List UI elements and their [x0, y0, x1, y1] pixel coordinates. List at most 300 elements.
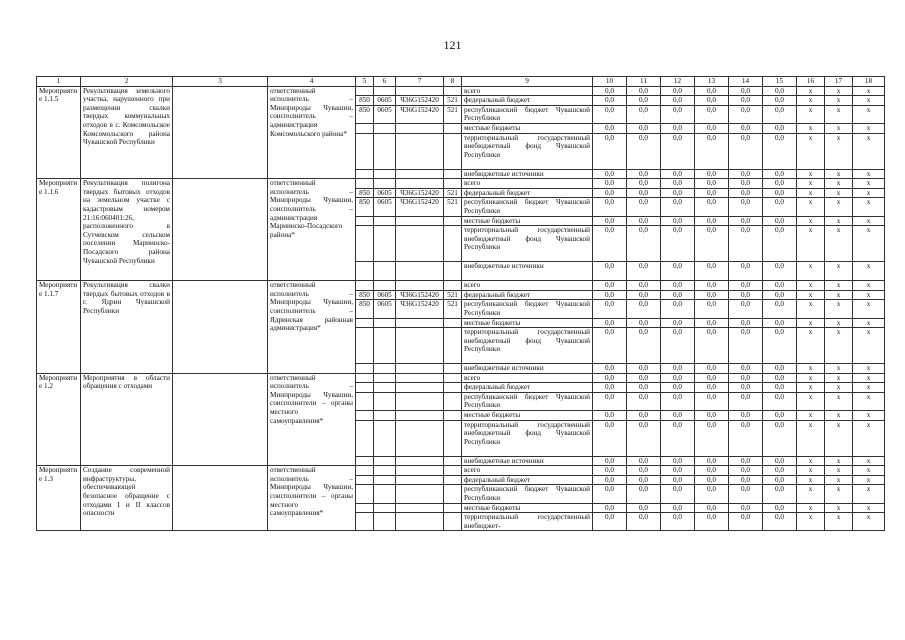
amount-value: 0,0 [763, 86, 797, 96]
empty-cell [444, 411, 462, 421]
amount-value: 0,0 [695, 281, 729, 291]
budget-code: 521 [444, 290, 462, 300]
amount-value: x [797, 411, 825, 421]
amount-value: 0,0 [593, 466, 627, 476]
amount-value: 0,0 [627, 420, 661, 456]
amount-value: 0,0 [627, 411, 661, 421]
measure-number: Мероприятие 1.1.5 [37, 86, 81, 179]
amount-value: x [825, 373, 853, 383]
empty-cell [356, 513, 374, 531]
empty-cell [374, 216, 396, 226]
funding-source: местные бюджеты [462, 318, 593, 328]
measure-number: Мероприятие 1.1.7 [37, 281, 81, 374]
empty-cell [374, 485, 396, 503]
amount-value: 0,0 [763, 503, 797, 513]
amount-value: 0,0 [661, 420, 695, 456]
empty-cell [374, 328, 396, 364]
amount-value: x [825, 328, 853, 364]
amount-value: 0,0 [763, 226, 797, 262]
amount-value: 0,0 [661, 475, 695, 485]
amount-value: x [825, 198, 853, 216]
amount-value: 0,0 [729, 328, 763, 364]
funding-source: федеральный бюджет [462, 188, 593, 198]
amount-value: x [797, 503, 825, 513]
amount-value: 0,0 [627, 456, 661, 466]
amount-value: x [853, 96, 885, 106]
amount-value: 0,0 [593, 300, 627, 318]
empty-cell [396, 318, 444, 328]
empty-cell [356, 392, 374, 410]
amount-value: 0,0 [763, 216, 797, 226]
amount-value: x [797, 188, 825, 198]
empty-cell [356, 318, 374, 328]
executor: ответственный исполнитель – Минприроды Чувашии, соисполнитель – администрация Комсомольского района* [268, 86, 356, 179]
empty-cell [374, 513, 396, 531]
empty-cell [444, 281, 462, 291]
amount-value: x [797, 373, 825, 383]
amount-value: x [853, 216, 885, 226]
amount-value: x [825, 169, 853, 179]
amount-value: x [853, 198, 885, 216]
amount-value: 0,0 [763, 383, 797, 393]
empty-cell [374, 123, 396, 133]
empty-cell [444, 262, 462, 281]
amount-value: 0,0 [593, 373, 627, 383]
amount-value: x [825, 179, 853, 189]
amount-value: x [797, 226, 825, 262]
amount-value: 0,0 [695, 364, 729, 374]
empty-cell [374, 133, 396, 169]
measure-title: Рекультивация полигона твердых бытовых отходов на земельном участке с кадастровым номером 21:16:060401:26, расположенного в Сутчевском сельском поселении Мариинско-Посадского района Чувашской Республики [81, 179, 173, 281]
amount-value: 0,0 [729, 262, 763, 281]
amount-value: 0,0 [729, 364, 763, 374]
amount-value: 0,0 [661, 300, 695, 318]
empty-cell [444, 216, 462, 226]
column-number: 1 [37, 77, 81, 87]
empty-cell [396, 226, 444, 262]
amount-value: x [797, 133, 825, 169]
budget-code: 850 [356, 105, 374, 123]
column-number: 8 [444, 77, 462, 87]
amount-value: 0,0 [627, 262, 661, 281]
amount-value: 0,0 [695, 169, 729, 179]
executor: ответственный исполнитель – Минприроды Чувашии, соисполнитель – администрация Мариинско-Посадского района* [268, 179, 356, 281]
amount-value: 0,0 [729, 169, 763, 179]
amount-value: 0,0 [661, 179, 695, 189]
funding-source: федеральный бюджет [462, 383, 593, 393]
empty-cell [444, 328, 462, 364]
amount-value: 0,0 [593, 420, 627, 456]
amount-value: 0,0 [729, 373, 763, 383]
amount-value: 0,0 [763, 96, 797, 106]
amount-value: 0,0 [729, 133, 763, 169]
amount-value: 0,0 [593, 513, 627, 531]
empty-cell [173, 281, 268, 374]
amount-value: 0,0 [627, 179, 661, 189]
column-number: 13 [695, 77, 729, 87]
amount-value: 0,0 [763, 105, 797, 123]
amount-value: 0,0 [593, 485, 627, 503]
column-number: 10 [593, 77, 627, 87]
amount-value: x [797, 86, 825, 96]
amount-value: 0,0 [729, 123, 763, 133]
amount-value: 0,0 [695, 466, 729, 476]
amount-value: 0,0 [729, 281, 763, 291]
amount-value: x [797, 216, 825, 226]
empty-cell [374, 318, 396, 328]
empty-cell [444, 86, 462, 96]
empty-cell [356, 420, 374, 456]
empty-cell [356, 383, 374, 393]
measure-title: Рекультивация земельного участка, нарушенного при размещении свалки твердых коммунальных отходов в с. Комсомольское Комсомольского района Чувашской Республики [81, 86, 173, 179]
amount-value: x [825, 290, 853, 300]
empty-cell [374, 420, 396, 456]
executor: ответственный исполнитель – Минприроды Чувашии, соисполнители – органы местного самоуправления* [268, 373, 356, 466]
funding-source: внебюджетные источники [462, 262, 593, 281]
amount-value: 0,0 [729, 318, 763, 328]
amount-value: x [825, 105, 853, 123]
funding-source: республиканский бюджет Чувашской Республики [462, 300, 593, 318]
amount-value: 0,0 [661, 318, 695, 328]
amount-value: x [853, 383, 885, 393]
empty-cell [396, 392, 444, 410]
amount-value: x [853, 503, 885, 513]
funding-source: всего [462, 86, 593, 96]
amount-value: x [797, 383, 825, 393]
column-number: 9 [462, 77, 593, 87]
amount-value: 0,0 [695, 96, 729, 106]
amount-value: x [853, 300, 885, 318]
amount-value: x [853, 226, 885, 262]
empty-cell [396, 179, 444, 189]
empty-cell [356, 456, 374, 466]
amount-value: 0,0 [627, 485, 661, 503]
empty-cell [396, 485, 444, 503]
amount-value: 0,0 [593, 133, 627, 169]
amount-value: 0,0 [593, 328, 627, 364]
amount-value: 0,0 [627, 300, 661, 318]
budget-code: Ч36G152420 [396, 290, 444, 300]
amount-value: 0,0 [593, 364, 627, 374]
empty-cell [374, 503, 396, 513]
empty-cell [396, 466, 444, 476]
amount-value: 0,0 [763, 290, 797, 300]
amount-value: 0,0 [695, 133, 729, 169]
amount-value: 0,0 [695, 456, 729, 466]
budget-code: 0605 [374, 290, 396, 300]
amount-value: 0,0 [593, 503, 627, 513]
column-number: 14 [729, 77, 763, 87]
empty-cell [356, 466, 374, 476]
budget-code: 850 [356, 188, 374, 198]
amount-value: x [853, 466, 885, 476]
amount-value: x [825, 281, 853, 291]
column-number: 4 [268, 77, 356, 87]
amount-value: x [797, 513, 825, 531]
amount-value: 0,0 [763, 300, 797, 318]
amount-value: x [853, 364, 885, 374]
amount-value: x [797, 466, 825, 476]
amount-value: x [797, 300, 825, 318]
empty-cell [396, 383, 444, 393]
amount-value: x [825, 485, 853, 503]
empty-cell [374, 373, 396, 383]
amount-value: 0,0 [695, 226, 729, 262]
amount-value: 0,0 [593, 179, 627, 189]
amount-value: 0,0 [661, 262, 695, 281]
amount-value: 0,0 [593, 456, 627, 466]
funding-source: всего [462, 373, 593, 383]
amount-value: x [825, 96, 853, 106]
empty-cell [444, 123, 462, 133]
empty-cell [444, 226, 462, 262]
empty-cell [374, 392, 396, 410]
empty-cell [444, 392, 462, 410]
amount-value: 0,0 [763, 318, 797, 328]
amount-value: 0,0 [593, 318, 627, 328]
amount-value: 0,0 [661, 105, 695, 123]
empty-cell [444, 364, 462, 374]
empty-cell [356, 373, 374, 383]
amount-value: 0,0 [763, 411, 797, 421]
amount-value: 0,0 [729, 290, 763, 300]
empty-cell [356, 123, 374, 133]
amount-value: 0,0 [695, 262, 729, 281]
amount-value: 0,0 [661, 281, 695, 291]
amount-value: x [825, 475, 853, 485]
amount-value: x [825, 503, 853, 513]
amount-value: 0,0 [661, 411, 695, 421]
empty-cell [396, 475, 444, 485]
empty-cell [444, 133, 462, 169]
amount-value: 0,0 [763, 513, 797, 531]
amount-value: x [797, 392, 825, 410]
funding-source: местные бюджеты [462, 216, 593, 226]
amount-value: 0,0 [627, 226, 661, 262]
empty-cell [396, 420, 444, 456]
amount-value: 0,0 [763, 123, 797, 133]
amount-value: 0,0 [729, 466, 763, 476]
funding-source: местные бюджеты [462, 123, 593, 133]
amount-value: 0,0 [695, 485, 729, 503]
amount-value: 0,0 [729, 383, 763, 393]
amount-value: 0,0 [661, 373, 695, 383]
amount-value: 0,0 [729, 226, 763, 262]
amount-value: x [825, 456, 853, 466]
table-row [37, 373, 885, 383]
amount-value: x [853, 281, 885, 291]
amount-value: 0,0 [661, 133, 695, 169]
empty-cell [374, 169, 396, 179]
table-row [37, 466, 885, 476]
amount-value: 0,0 [729, 475, 763, 485]
amount-value: x [853, 188, 885, 198]
budget-code: 0605 [374, 300, 396, 318]
column-number: 12 [661, 77, 695, 87]
amount-value: 0,0 [763, 485, 797, 503]
empty-cell [444, 169, 462, 179]
column-number: 18 [853, 77, 885, 87]
budget-code: 0605 [374, 198, 396, 216]
empty-cell [444, 179, 462, 189]
budget-code: Ч36G152420 [396, 300, 444, 318]
amount-value: x [853, 456, 885, 466]
empty-cell [173, 86, 268, 179]
budget-code: 521 [444, 188, 462, 198]
amount-value: 0,0 [627, 123, 661, 133]
amount-value: x [825, 392, 853, 410]
amount-value: 0,0 [729, 456, 763, 466]
amount-value: x [853, 290, 885, 300]
funding-source: внебюджетные источники [462, 364, 593, 374]
empty-cell [356, 179, 374, 189]
funding-source: республиканский бюджет Чувашской Республики [462, 198, 593, 216]
amount-value: 0,0 [729, 96, 763, 106]
measure-title: Рекультивация свалки твердых бытовых отходов в г. Ядрин Чувашской Республики [81, 281, 173, 374]
amount-value: 0,0 [593, 188, 627, 198]
amount-value: 0,0 [729, 198, 763, 216]
amount-value: 0,0 [627, 133, 661, 169]
amount-value: x [853, 169, 885, 179]
column-number: 2 [81, 77, 173, 87]
amount-value: x [797, 420, 825, 456]
amount-value: 0,0 [593, 123, 627, 133]
amount-value: x [797, 179, 825, 189]
amount-value: 0,0 [627, 392, 661, 410]
amount-value: x [853, 262, 885, 281]
budget-code: 850 [356, 96, 374, 106]
empty-cell [444, 373, 462, 383]
amount-value: 0,0 [763, 188, 797, 198]
amount-value: x [825, 364, 853, 374]
empty-cell [356, 364, 374, 374]
amount-value: 0,0 [763, 364, 797, 374]
amount-value: x [797, 456, 825, 466]
amount-value: x [853, 179, 885, 189]
column-number: 11 [627, 77, 661, 87]
amount-value: 0,0 [593, 411, 627, 421]
funding-source: всего [462, 281, 593, 291]
table-row [37, 86, 885, 96]
amount-value: x [797, 281, 825, 291]
amount-value: 0,0 [729, 485, 763, 503]
empty-cell [444, 456, 462, 466]
amount-value: x [825, 420, 853, 456]
empty-cell [356, 281, 374, 291]
amount-value: 0,0 [763, 262, 797, 281]
amount-value: 0,0 [661, 503, 695, 513]
amount-value: x [825, 513, 853, 531]
empty-cell [444, 420, 462, 456]
amount-value: x [825, 86, 853, 96]
empty-cell [356, 485, 374, 503]
header-row [37, 77, 885, 87]
amount-value: 0,0 [661, 513, 695, 531]
empty-cell [396, 262, 444, 281]
funding-source: территориальный государственный внебюджетный фонд Чувашской Республики [462, 226, 593, 262]
table-row [37, 281, 885, 291]
amount-value: 0,0 [763, 373, 797, 383]
amount-value: 0,0 [661, 328, 695, 364]
empty-cell [356, 133, 374, 169]
amount-value: x [797, 290, 825, 300]
amount-value: x [853, 133, 885, 169]
amount-value: 0,0 [627, 198, 661, 216]
column-number: 6 [374, 77, 396, 87]
empty-cell [396, 328, 444, 364]
funding-source: республиканский бюджет Чувашской Республики [462, 392, 593, 410]
amount-value: 0,0 [729, 503, 763, 513]
amount-value: 0,0 [695, 318, 729, 328]
amount-value: 0,0 [695, 105, 729, 123]
empty-cell [173, 466, 268, 531]
empty-cell [396, 411, 444, 421]
empty-cell [396, 86, 444, 96]
amount-value: 0,0 [763, 466, 797, 476]
empty-cell [173, 373, 268, 466]
budget-code: 850 [356, 198, 374, 216]
amount-value: x [825, 411, 853, 421]
amount-value: x [797, 485, 825, 503]
budget-code: 521 [444, 96, 462, 106]
amount-value: x [797, 198, 825, 216]
amount-value: 0,0 [695, 290, 729, 300]
amount-value: 0,0 [763, 456, 797, 466]
amount-value: 0,0 [627, 216, 661, 226]
amount-value: 0,0 [763, 169, 797, 179]
amount-value: 0,0 [763, 392, 797, 410]
amount-value: 0,0 [729, 513, 763, 531]
amount-value: 0,0 [661, 169, 695, 179]
amount-value: 0,0 [627, 86, 661, 96]
funding-source: местные бюджеты [462, 411, 593, 421]
amount-value: 0,0 [695, 123, 729, 133]
empty-cell [396, 503, 444, 513]
empty-cell [396, 364, 444, 374]
amount-value: 0,0 [661, 226, 695, 262]
empty-cell [356, 169, 374, 179]
amount-value: 0,0 [763, 420, 797, 456]
budget-code: Ч36G152420 [396, 188, 444, 198]
amount-value: 0,0 [695, 503, 729, 513]
empty-cell [396, 456, 444, 466]
empty-cell [444, 513, 462, 531]
column-number: 5 [356, 77, 374, 87]
empty-cell [374, 411, 396, 421]
budget-code: Ч36G152420 [396, 105, 444, 123]
amount-value: 0,0 [661, 86, 695, 96]
empty-cell [444, 383, 462, 393]
empty-cell [356, 503, 374, 513]
amount-value: 0,0 [661, 96, 695, 106]
empty-cell [356, 86, 374, 96]
funding-source: внебюджетные источники [462, 456, 593, 466]
budget-code: 850 [356, 300, 374, 318]
amount-value: x [797, 169, 825, 179]
funding-source: федеральный бюджет [462, 290, 593, 300]
empty-cell [356, 226, 374, 262]
empty-cell [374, 466, 396, 476]
amount-value: 0,0 [661, 383, 695, 393]
amount-value: 0,0 [695, 411, 729, 421]
amount-value: 0,0 [593, 198, 627, 216]
amount-value: 0,0 [695, 392, 729, 410]
amount-value: 0,0 [627, 513, 661, 531]
amount-value: 0,0 [695, 86, 729, 96]
amount-value: 0,0 [695, 475, 729, 485]
amount-value: x [797, 328, 825, 364]
amount-value: 0,0 [695, 383, 729, 393]
